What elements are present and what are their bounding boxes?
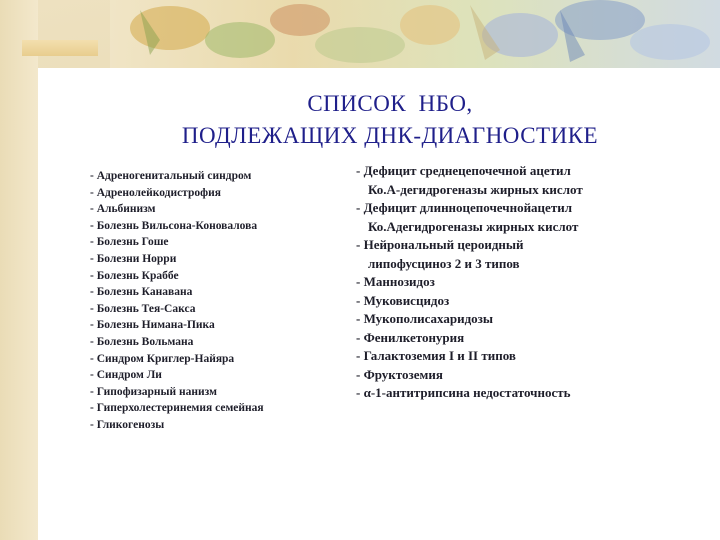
list-item: - Болезни Норри xyxy=(90,252,177,265)
left-disease-list xyxy=(90,168,320,434)
list-item: - Синдром Криглер-Найяра xyxy=(90,352,235,365)
list-item-continuation: Ко.А-дегидрогеназы жирных кислот xyxy=(368,181,583,197)
list-item: - Болезнь Краббе xyxy=(90,269,179,282)
list-item: - Адренолейкодистрофия xyxy=(90,186,221,199)
list-item: - Дефицит среднецепочечной ацетил xyxy=(356,163,571,178)
list-item: - Болезнь Нимана-Пика xyxy=(90,319,215,332)
list-item: - Адреногенитальный синдром xyxy=(90,170,252,182)
list-item: - Болезнь Тея-Сакса xyxy=(90,302,196,315)
list-item: - α-1-антитрипсина недостаточность xyxy=(356,385,571,400)
list-item: - Альбинизм xyxy=(90,203,156,216)
list-item-continuation: Ко.Адегидрогеназы жирных кислот xyxy=(368,218,579,234)
list-item: - Дефицит длинноцепочечнойацетил xyxy=(356,200,572,215)
list-item: - Фенилкетонурия xyxy=(356,329,465,345)
left-paper-strip xyxy=(0,0,38,540)
floral-header-banner xyxy=(0,0,720,68)
list-item-continuation: липофусциноз 2 и 3 типов xyxy=(368,255,520,271)
list-item: - Нейрональный цероидный xyxy=(356,237,524,252)
list-item: - Синдром Ли xyxy=(90,369,162,382)
list-item: - Гиперхолестеринемия семейная xyxy=(90,402,264,415)
list-item: - Гликогенозы xyxy=(90,418,165,431)
title-line-1: СПИСОК НБО, xyxy=(307,91,473,116)
list-item: - Болезнь Гоше xyxy=(90,236,169,249)
list-item: - Маннозидоз xyxy=(356,274,435,289)
title-line-2: ПОДЛЕЖАЩИХ ДНК-ДИАГНОСТИКЕ xyxy=(181,123,599,148)
list-item: - Муковисцидоз xyxy=(356,292,450,308)
floral-decoration xyxy=(0,0,720,68)
list-item: - Болезнь Канавана xyxy=(90,286,193,299)
list-item: - Гипофизарный нанизм xyxy=(90,385,217,398)
list-item: - Болезнь Вильсона-Коновалова xyxy=(90,219,258,232)
list-item: - Фруктоземия xyxy=(356,366,443,382)
page-title xyxy=(100,88,680,152)
right-disease-list xyxy=(356,162,676,403)
list-item: - Мукополисахаридозы xyxy=(356,311,494,326)
list-item: - Болезнь Вольмана xyxy=(90,335,194,348)
header-accent-block xyxy=(22,40,98,56)
list-item: - Галактоземия I и II типов xyxy=(356,348,516,363)
